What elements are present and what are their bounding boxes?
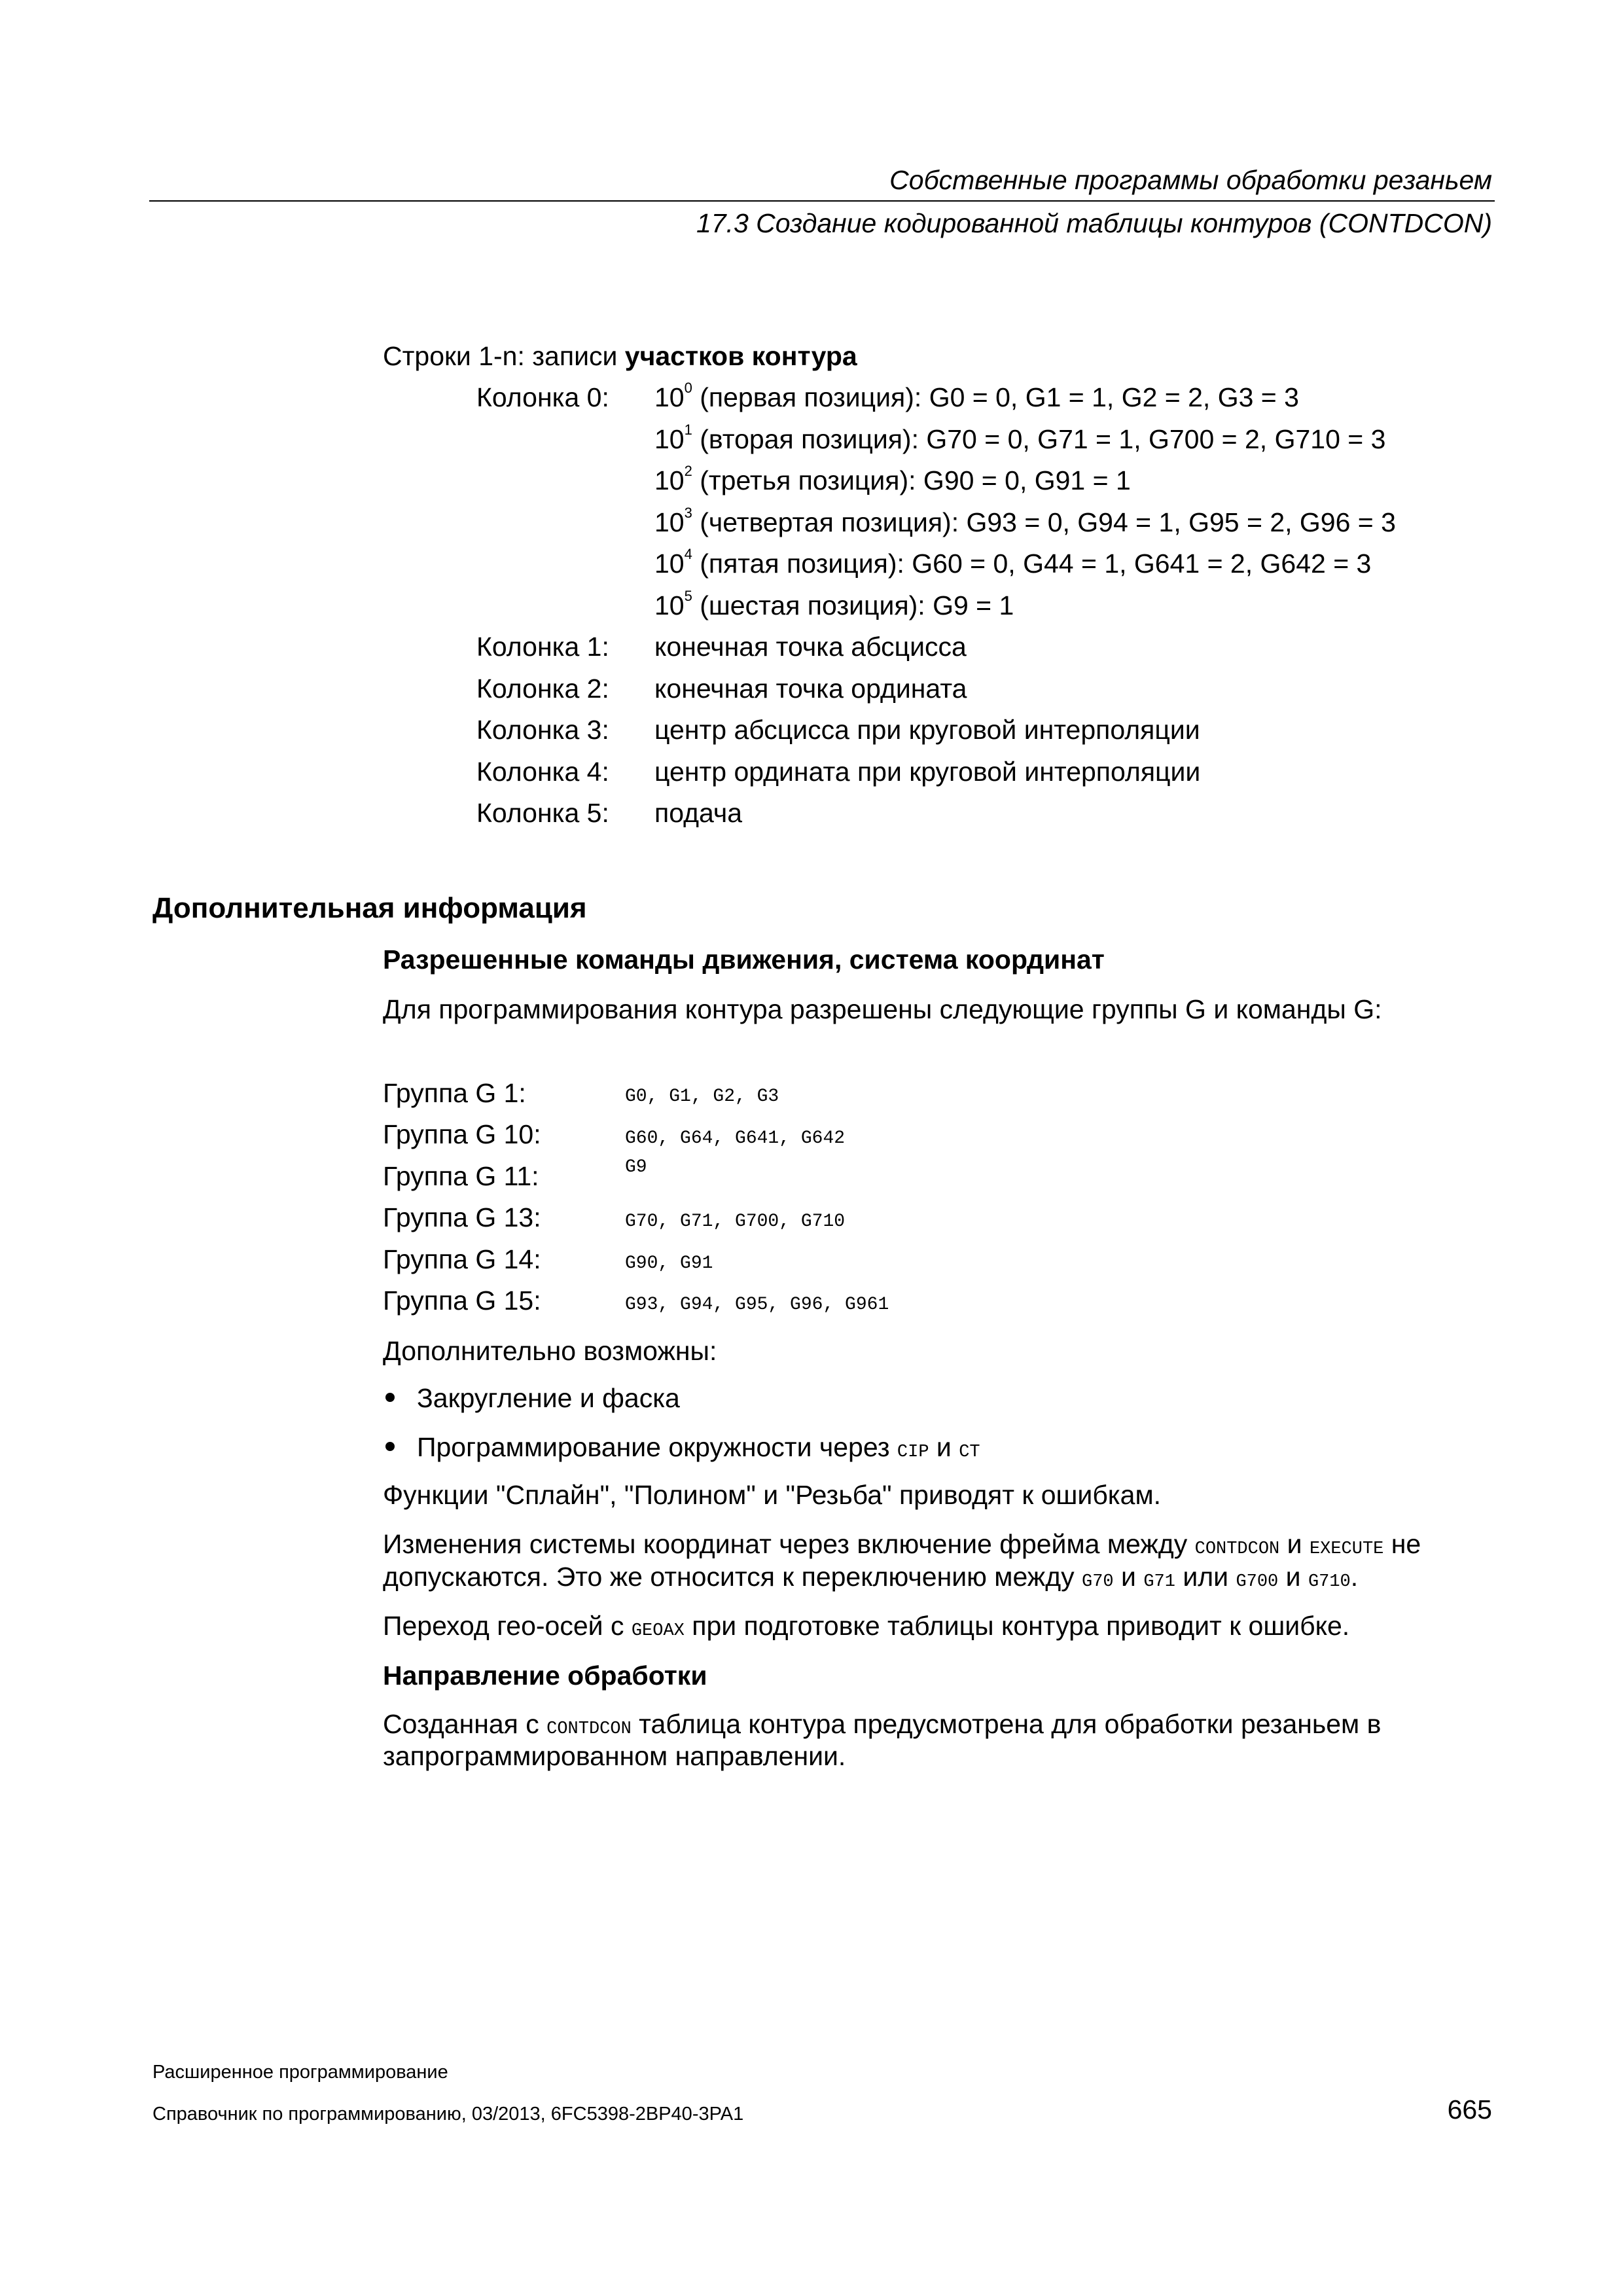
running-header-chapter: Собственные программы обработки резаньем [889,165,1492,195]
column-0-position-1: $10^0$ (первая позиция): G0 = 0, G1 = 1, G2 = 2, G3 = 3 [654,380,1299,412]
g-group-value: G93, G94, G95, G96, G961 [625,1295,889,1315]
subheading-motion-commands: Разрешенные команды движения, система координат [383,944,1105,975]
frame-text-line-1: Изменения системы координат через включение фрейма между CONTDCON и EXECUTE не [383,1529,1421,1559]
direction-text-line-1: Созданная с CONTDCON таблица контура предусмотрена для обработки резаньем в [383,1709,1382,1739]
column-1-label: Колонка 1: [476,632,609,662]
g-group-label: Группа G 15: [383,1285,541,1316]
rows-intro-bold: участков контура [624,341,857,371]
g-group-value: G60, G64, G641, G642 [625,1128,846,1149]
column-5-text: подача [654,798,743,828]
column-1-text: конечная точка абсцисса [654,632,967,662]
column-2-text: конечная точка ордината [654,673,967,704]
g-group-label: Группа G 13: [383,1202,541,1232]
motion-intro-text: Для программирования контура разрешены следующие группы G и команды G: [383,994,1382,1024]
bullet-dot-icon [385,1442,395,1451]
column-3-label: Колонка 3: [476,715,609,745]
spline-errors-text: Функции "Сплайн", "Полином" и "Резьба" приводят к ошибкам. [383,1480,1162,1510]
column-0-position-3: $10^2$ (третья позиция): G90 = 0, G91 = 1 [654,463,1131,495]
rows-intro-prefix: Строки 1-n: записи [383,341,625,371]
bullet-item: Программирование окружности через CIP и CT [383,1432,980,1463]
bullet-item: Закругление и фаска [383,1383,680,1414]
g-group-value: G9 [625,1157,647,1177]
page-number: 665 [1447,2094,1492,2125]
frame-text-line-2: допускаются. Это же относится к переключению между G70 и G71 или G700 и G710. [383,1562,1359,1592]
column-4-text: центр ордината при круговой интерполяции [654,757,1201,787]
running-header-section: 17.3 Создание кодированной таблицы контуров (CONTDCON) [696,208,1492,238]
column-4-label: Колонка 4: [476,757,609,787]
also-possible-text: Дополнительно возможны: [383,1336,717,1366]
g-group-value: G70, G71, G700, G710 [625,1211,846,1232]
g-group-value: G0, G1, G2, G3 [625,1086,779,1107]
column-0-position-4: $10^3$ (четвертая позиция): G93 = 0, G94 = 1, G95 = 2, G96 = 3 [654,505,1396,537]
g-group-value: G90, G91 [625,1253,713,1274]
direction-text-line-2: запрограммированном направлении. [383,1741,846,1771]
g-group-label: Группа G 1: [383,1078,526,1108]
column-0-position-2: $10^1$ (вторая позиция): G70 = 0, G71 = 1, G700 = 2, G710 = 3 [654,422,1386,454]
g-group-label: Группа G 11: [383,1161,539,1191]
bullet-dot-icon [385,1393,395,1402]
column-0-position-6: $10^5$ (шестая позиция): G9 = 1 [654,588,1014,620]
column-2-label: Колонка 2: [476,673,609,704]
g-group-label: Группа G 10: [383,1119,541,1149]
g-group-label: Группа G 14: [383,1244,541,1274]
section-heading: Дополнительная информация [152,892,587,924]
column-5-label: Колонка 5: [476,798,609,828]
geoax-text: Переход гео-осей с GEOAX при подготовке таблицы контура приводит к ошибке. [383,1611,1350,1641]
column-3-text: центр абсцисса при круговой интерполяции [654,715,1200,745]
footer-title: Расширенное программирование [152,2062,448,2083]
subheading-direction: Направление обработки [383,1660,707,1691]
column-0-label: Колонка 0: [476,382,609,412]
header-rule [149,200,1495,202]
footer-reference: Справочник по программированию, 03/2013, 6FC5398-2BP40-3PA1 [152,2104,744,2125]
rows-intro [383,340,857,372]
column-0-position-5: $10^4$ (пятая позиция): G60 = 0, G44 = 1, G641 = 2, G642 = 3 [654,546,1372,579]
